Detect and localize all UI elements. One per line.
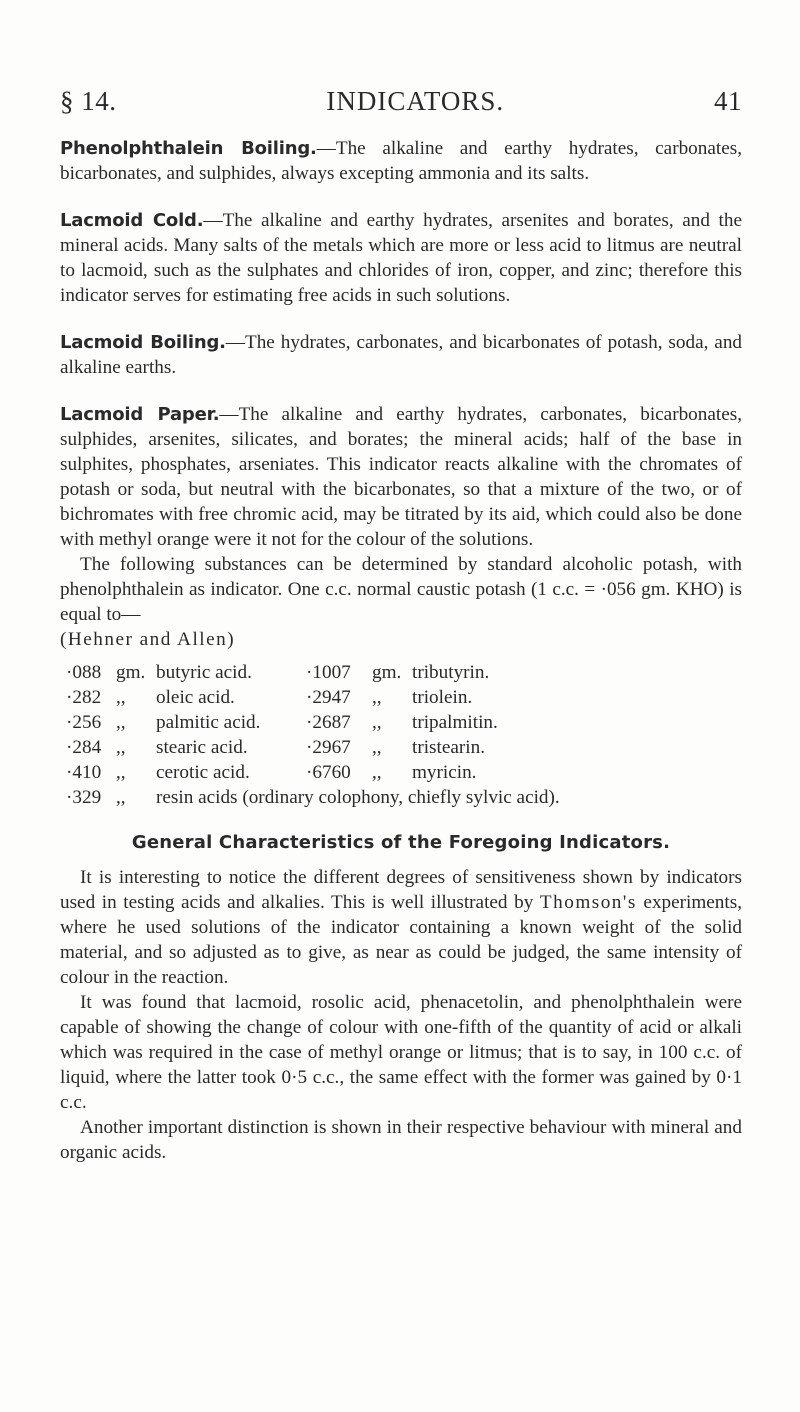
paragraph-lacmoid-cold — [60, 208, 742, 308]
unit: ,, — [116, 787, 126, 808]
standard-potash-intro — [60, 552, 742, 652]
ester-name: tristearin. — [412, 737, 485, 758]
page-number: 41 — [714, 86, 742, 116]
amount: ·329 — [66, 787, 102, 808]
running-header — [60, 86, 742, 117]
paragraph-lacmoid-boiling — [60, 330, 742, 380]
ester-name: tributyrin. — [412, 662, 490, 683]
table-row — [66, 785, 560, 810]
general-paragraph — [60, 1115, 742, 1165]
unit-2: ,, — [372, 712, 382, 733]
amount-2: ·6760 — [306, 762, 351, 783]
paragraph-text: It was found that lacmoid, rosolic acid, phenacetolin, and phenolphthalein were capable of showing the change of colour with one-fifth of the quantity of acid or alkali which was required in the case of methyl orange or litmus; that is to say, in 100 c.c. of liquid, where the latter took 0·5 c.c., the same effect with the former was gained by 0·1 c.c. — [60, 992, 742, 1113]
ester-name: triolein. — [412, 687, 473, 708]
paragraph-text: —The hydrates, carbonates, and bicarbonates of potash, soda, and alkaline earths. — [60, 332, 743, 378]
paragraph-lacmoid-paper — [60, 402, 742, 552]
amount-2: ·2687 — [306, 712, 351, 733]
paragraph-text: —The alkaline and earthy hydrates, carbonates, bicarbonates, and sulphides, always excepting ammonia and its salts. — [60, 138, 743, 184]
ester-name: tripalmitin. — [412, 712, 498, 733]
general-paragraph — [60, 865, 742, 990]
section-heading: General Characteristics of the Foregoing Indicators. — [131, 832, 671, 853]
table-row — [66, 710, 560, 735]
amount: ·256 — [66, 712, 102, 733]
acid-name: palmitic acid. — [156, 712, 261, 733]
acid-name: oleic acid. — [156, 687, 235, 708]
table-row — [66, 760, 560, 785]
paragraph-text: —The alkaline and earthy hydrates, carbonates, bicarbonates, sulphides, arsenites, silicates, and borates; the mineral acids; half of the base in sulphites, phosphates, arseniates. This indicator reacts alkaline with the chromates of potash or soda, but neutral with the bicarbonates, so that a mixture of the two, or of bichromates with free chromic acid, may be titrated by its aid, which could also be done with methyl orange were it not for the colour of the solutions. — [60, 404, 742, 550]
unit: ,, — [116, 687, 126, 708]
amount-2: ·1007 — [306, 662, 351, 683]
unit-2: ,, — [372, 762, 382, 783]
ester-name: myricin. — [412, 762, 477, 783]
table-row — [66, 660, 560, 685]
amount: ·088 — [66, 662, 102, 683]
paragraph-phenolphthalein-boiling — [60, 136, 742, 186]
author-name: Thomson's — [539, 892, 637, 913]
running-title: INDICATORS. — [326, 86, 505, 116]
amount-2: ·2967 — [306, 737, 351, 758]
unit-2: gm. — [372, 662, 402, 683]
paragraph-heading: Lacmoid Paper. — [60, 404, 220, 425]
acid-name: stearic acid. — [156, 737, 248, 758]
unit: ,, — [116, 712, 126, 733]
paragraph-text: experiments, where he used solutions of the indicator containing a known weight of the solid material, and so adjusted as to give, as near as could be judged, the same intensity of colour in the reaction. — [60, 892, 742, 988]
resin-acids-note: resin acids (ordinary colophony, chiefly sylvic acid). — [156, 787, 560, 808]
paragraph-text: It is interesting to notice the different degrees of sensitiveness shown by indicators used in testing acids and alkalies. This is well illustrated by — [60, 867, 742, 913]
table-row — [66, 735, 560, 760]
unit: gm. — [116, 662, 146, 683]
paragraph-heading: Phenolphthalein Boiling. — [60, 138, 317, 159]
paragraph-text: —The alkaline and earthy hydrates, arsenites and borates, and the mineral acids. Many salts of the metals which are more or less acid to litmus are neutral to lacmoid, such as the sulphates and chlorides of iron, copper, and zinc; therefore this indicator serves for estimating free acids in such solutions. — [60, 210, 742, 306]
acid-equivalents-table — [66, 660, 560, 810]
unit: ,, — [116, 762, 126, 783]
table-row — [66, 685, 560, 710]
acid-name: butyric acid. — [156, 662, 252, 683]
general-paragraph — [60, 990, 742, 1115]
page-body — [60, 136, 742, 1165]
unit-2: ,, — [372, 687, 382, 708]
authors-citation: (Hehner and Allen) — [60, 629, 236, 650]
amount: ·282 — [66, 687, 102, 708]
acid-name: cerotic acid. — [156, 762, 250, 783]
amount-2: ·2947 — [306, 687, 351, 708]
paragraph-heading: Lacmoid Cold. — [60, 210, 204, 231]
paragraph-heading: Lacmoid Boiling. — [60, 332, 226, 353]
unit: ,, — [116, 737, 126, 758]
unit-2: ,, — [372, 737, 382, 758]
intro-text: The following substances can be determined by standard alcoholic potash, with phenolphthalein as indicator. One c.c. normal caustic potash (1 c.c. = ·056 gm. KHO) is equal to— — [60, 554, 742, 625]
paragraph-text: Another important distinction is shown in their respective behaviour with mineral and organic acids. — [60, 1117, 742, 1163]
amount: ·410 — [66, 762, 102, 783]
amount: ·284 — [66, 737, 102, 758]
section-number: § 14. — [60, 86, 117, 116]
